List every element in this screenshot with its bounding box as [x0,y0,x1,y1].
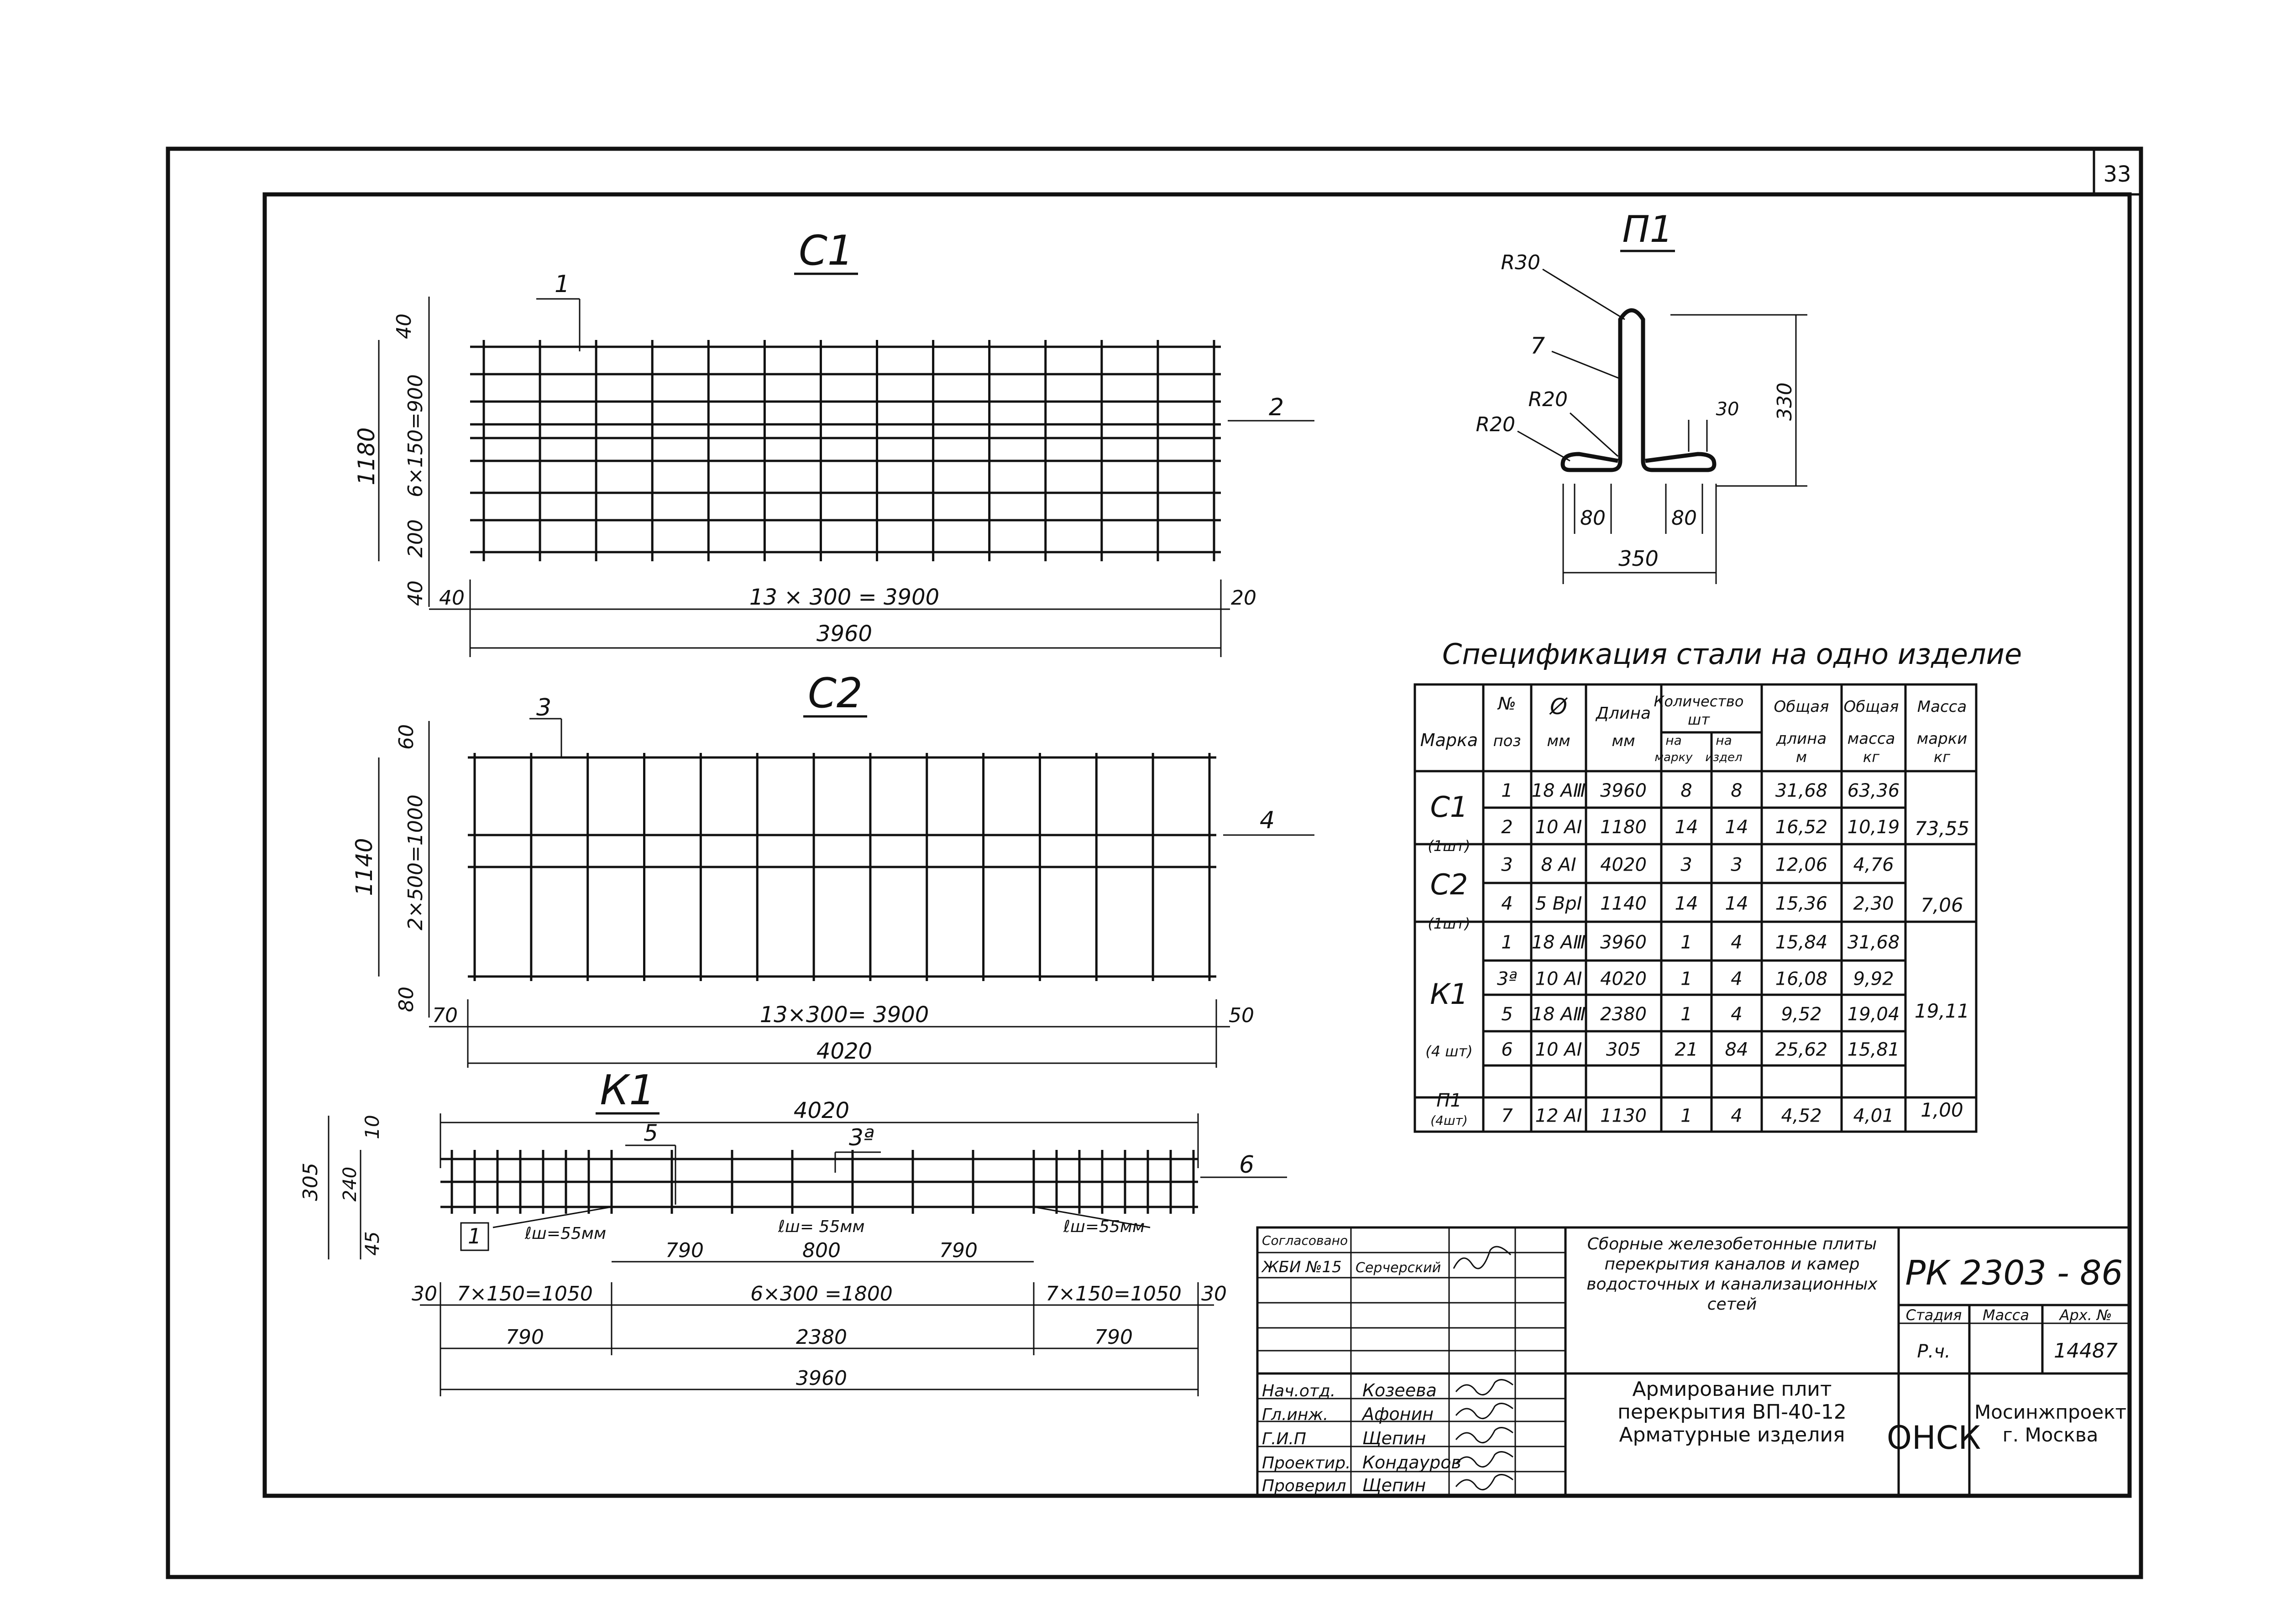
stamp-role: Гл.инж. [1262,1405,1329,1424]
spec-cell-len: 2380 [1600,1004,1647,1025]
spec-table-row [1497,969,1894,990]
p1-title: П1 [1622,208,1673,251]
k1-dim-seg-right: 7×150=1050 [1046,1282,1182,1305]
signature-mark [1456,1452,1513,1467]
spec-cell-qm: 3 [1680,854,1692,876]
spec-cell-pos: 6 [1501,1039,1513,1060]
p1-pos-7: 7 [1530,333,1545,359]
spec-cell-qm: 14 [1675,817,1698,838]
stamp-role-row [1262,1475,1513,1495]
spec-cell-pos: 2 [1501,817,1513,838]
signature-mark [1456,1404,1513,1419]
spec-cell-tm: 63,36 [1847,780,1900,801]
spec-cell-dia: 18 АⅢ [1531,932,1586,953]
spec-cell-tl: 4,52 [1781,1105,1822,1127]
stamp-name: Щепин [1362,1428,1426,1448]
spec-cell-tl: 15,36 [1775,893,1828,914]
k1-dim-790b: 790 [939,1239,978,1262]
c2-dim-total: 4020 [816,1039,873,1064]
spec-h-qty-izdel: издел [1705,751,1743,764]
c2-title: С2 [807,669,863,717]
stamp-role: Проектир. [1262,1454,1351,1473]
stamp-role-row [1262,1380,1513,1400]
spec-cell-qi: 4 [1731,968,1743,990]
spec-h-dia: Ø [1550,694,1567,720]
spec-cell-len: 3960 [1600,780,1647,801]
k1-dim-30-left: 30 [412,1282,437,1305]
stamp-role-row [1262,1452,1513,1473]
spec-cell-qm: 1 [1680,932,1692,953]
stamp-dept: ОНСК [1886,1419,1981,1457]
c1-pos-2: 2 [1269,394,1284,421]
stamp-mass-label: Масса [1982,1306,2030,1324]
spec-table-row [1501,1004,1900,1025]
spec-cell-qm: 1 [1680,1004,1692,1025]
spec-table [1415,637,2022,1132]
c2-dim-left: 70 [432,1004,458,1027]
k1-drawing [299,1066,1287,1396]
p1-r20b: R20 [1476,413,1515,436]
spec-cell-dia: 10 АⅠ [1535,968,1582,990]
spec-h-mass2: марки [1916,730,1968,748]
p1-loop-shape [1563,310,1707,470]
spec-h-qty: Количество [1654,693,1744,710]
spec-group-mark: К1 [1430,977,1468,1011]
spec-group-mark: С1 [1430,790,1468,824]
stamp-sheet-title: Армирование плит перекрытия ВП-40-12 Арматурные изделия [1617,1378,1847,1446]
stamp-code: РК 2303 - 86 [1905,1253,2123,1293]
c1-drawing [353,227,1314,657]
spec-cell-qi: 84 [1725,1039,1748,1060]
spec-h-qty-marku: марку [1654,751,1693,764]
spec-cell-qi: 14 [1725,817,1748,838]
k1-dim-h-total: 305 [299,1163,322,1201]
spec-table-row [1501,855,1894,876]
spec-cell-len: 1140 [1600,893,1647,914]
stamp-role: Проверил [1262,1477,1346,1495]
spec-h-qty-na1: на [1665,733,1682,748]
spec-cell-qi: 4 [1731,1004,1743,1025]
spec-cell-qi: 4 [1731,1105,1743,1127]
c1-dim-span: 13 × 300 = 3900 [749,585,940,610]
spec-cell-dia: 10 АⅠ [1535,1039,1582,1060]
k1-dim-bot-790a: 790 [506,1326,544,1349]
spec-h-totmass2: масса [1847,730,1895,748]
spec-h-pos: поз [1493,732,1521,750]
spec-cell-tl: 25,62 [1775,1039,1828,1060]
stamp-arch-label: Арх. № [2059,1306,2112,1324]
spec-cell-tm: 15,81 [1847,1039,1900,1060]
spec-cell-tl: 12,06 [1775,854,1828,876]
spec-h-mass-unit: кг [1933,748,1951,766]
k1-dim-top-total: 4020 [793,1098,850,1123]
k1-pos-1: 1 [468,1224,482,1248]
spec-group-mass: 19,11 [1914,1000,1970,1022]
spec-h-mass1: Масса [1917,698,1967,716]
spec-cell-dia: 12 АⅠ [1535,1105,1582,1127]
spec-cell-qm: 21 [1675,1039,1698,1060]
stamp-role: Г.И.П [1262,1430,1306,1448]
signature-mark [1456,1475,1513,1490]
c1-dim-height: 1180 [353,427,380,486]
c2-dim-mid: 2×500=1000 [404,794,427,930]
c2-dim-top: 60 [395,724,418,750]
c2-dim-bottom: 80 [395,987,418,1012]
spec-cell-len: 4020 [1600,854,1647,876]
k1-weld-right: ℓш=55мм [1063,1217,1145,1236]
stamp-name: Щепин [1362,1475,1426,1495]
spec-cell-tl: 31,68 [1775,780,1828,801]
spec-cell-tm: 10,19 [1847,817,1900,838]
c2-dim-height: 1140 [351,838,377,896]
k1-dim-h-bottom: 45 [361,1231,383,1256]
spec-cell-qm: 1 [1680,968,1692,990]
stamp-project-title: Сборные железобетонные плиты перекрытия каналов и камер водосточных и канализационных сетей [1586,1235,1878,1314]
k1-frame-grid [440,1150,1198,1227]
spec-h-len: Длина [1596,704,1651,723]
spec-cell-pos: 4 [1501,893,1513,914]
spec-h-totlen1: Общая [1774,698,1829,716]
k1-dim-bot-790b: 790 [1094,1326,1133,1349]
signature-mark [1454,1247,1511,1269]
k1-pos-6: 6 [1239,1151,1255,1179]
title-block [1257,1227,2130,1496]
spec-h-marka: Марка [1420,730,1478,750]
k1-dim-790a: 790 [665,1239,704,1262]
stamp-stage-label: Стадия [1905,1306,1962,1324]
spec-h-pos-no: № [1498,694,1516,714]
stamp-agreed-name: Серчерский [1356,1260,1441,1276]
p1-dim-80a: 80 [1580,507,1606,530]
c1-dim-low: 200 [404,519,427,558]
spec-cell-tm: 4,01 [1853,1105,1894,1127]
spec-cell-dia: 5 ВрⅠ [1535,893,1582,914]
stamp-role: Нач.отд. [1262,1382,1336,1400]
spec-cell-tl: 16,52 [1775,817,1828,838]
spec-cell-dia: 8 АⅠ [1541,854,1576,876]
k1-dim-h-top: 10 [361,1115,383,1139]
stamp-company: Мосинжпроект г. Москва [1974,1401,2127,1446]
spec-group-mark: П1 [1436,1090,1462,1111]
c1-dim-right: 20 [1231,586,1256,610]
stamp-agreed: Согласовано [1262,1233,1348,1248]
spec-cell-pos: 1 [1501,932,1513,953]
spec-table-row [1501,817,1900,838]
spec-cell-tm: 19,04 [1847,1004,1900,1025]
spec-group-count: (4 шт) [1425,1043,1473,1060]
c2-drawing [351,669,1314,1068]
spec-cell-dia: 18 АⅢ [1531,1004,1586,1025]
stamp-name: Козеева [1362,1380,1437,1400]
spec-table-row [1501,1039,1900,1060]
spec-table-row [1501,932,1900,953]
p1-r30: R30 [1501,251,1540,274]
spec-h-qty-na2: на [1716,733,1732,748]
spec-h-totmass1: Общая [1843,698,1899,716]
spec-h-totmass-unit: кг [1863,748,1880,766]
spec-cell-pos: 1 [1501,780,1513,801]
c1-dim-bottom: 40 [404,580,427,606]
spec-table-row [1501,893,1894,914]
c1-pos-1: 1 [555,271,570,298]
spec-cell-qi: 3 [1731,854,1743,876]
spec-cell-len: 1130 [1600,1105,1647,1127]
spec-h-totlen2: длина [1776,730,1827,748]
c2-dim-right: 50 [1229,1004,1254,1027]
spec-cell-qi: 4 [1731,932,1743,953]
k1-dim-seg-left: 7×150=1050 [457,1282,593,1305]
k1-dim-30-right: 30 [1201,1282,1227,1305]
c2-pos-4: 4 [1260,807,1275,834]
c1-dim-mid: 6×150=900 [404,374,427,497]
spec-group-mass: 73,55 [1914,817,1970,840]
signature-mark [1456,1428,1513,1443]
stamp-org: ЖБИ №15 [1262,1258,1342,1276]
p1-dim-350: 350 [1618,546,1659,571]
spec-cell-tm: 31,68 [1847,932,1900,953]
spec-rows [1497,780,1900,1127]
p1-dim-80b: 80 [1671,507,1697,530]
c2-mesh-grid [468,753,1216,981]
k1-pos-3a: 3ª [849,1124,874,1151]
spec-cell-pos: 5 [1501,1004,1513,1025]
spec-cell-tm: 9,92 [1853,968,1894,990]
c1-dim-total: 3960 [816,621,873,647]
spec-group-count: (1шт) [1428,915,1471,932]
k1-weld-mid: ℓш= 55мм [778,1217,865,1236]
spec-cell-qm: 8 [1680,780,1692,801]
spec-cell-len: 305 [1606,1039,1641,1060]
spec-h-dia-unit: мм [1547,732,1570,750]
p1-r20a: R20 [1528,388,1568,411]
spec-cell-tm: 2,30 [1853,893,1894,914]
spec-cell-len: 4020 [1600,968,1647,990]
c2-dim-span: 13×300= 3900 [759,1002,929,1028]
spec-cell-tl: 9,52 [1781,1004,1822,1025]
stamp-arch-value: 14487 [2054,1339,2118,1363]
c1-dim-left: 40 [439,586,465,610]
spec-group-mass: 7,06 [1921,894,1963,916]
spec-group-mark: С2 [1430,868,1468,901]
spec-cell-tl: 15,84 [1775,932,1828,953]
spec-table-row [1501,780,1900,801]
spec-cell-dia: 18 АⅢ [1531,780,1586,801]
k1-pos-5: 5 [644,1120,658,1146]
k1-dim-bot-2380: 2380 [796,1326,847,1349]
stamp-name: Кондауров [1362,1452,1461,1473]
k1-weld-left: ℓш=55мм [525,1224,607,1243]
stamp-name: Афонин [1362,1404,1434,1424]
spec-cell-dia: 10 АⅠ [1535,817,1582,838]
spec-cell-tm: 4,76 [1853,854,1894,876]
spec-group-count: (4шт) [1430,1113,1468,1128]
c2-pos-3: 3 [536,694,552,721]
spec-table-row [1501,1106,1894,1127]
spec-h-len-unit: мм [1612,732,1635,750]
spec-cell-qi: 14 [1725,893,1748,914]
sheet-number: 33 [2103,162,2131,187]
spec-h-totlen-unit: м [1795,748,1807,766]
spec-group-count: (1шт) [1428,837,1471,855]
k1-dim-bot-total: 3960 [796,1367,847,1390]
p1-dim-330: 330 [1773,382,1796,421]
spec-cell-pos: 3 [1501,854,1513,876]
stamp-role-row [1262,1428,1513,1448]
spec-h-qty-unit: шт [1688,711,1710,728]
spec-cell-pos: 7 [1501,1105,1513,1127]
spec-group-mass: 1,00 [1921,1099,1963,1121]
stamp-stage-value: Р.ч. [1917,1341,1951,1362]
spec-cell-pos: 3ª [1497,968,1518,990]
k1-dim-seg-mid: 6×300 =1800 [750,1282,893,1305]
p1-drawing [1476,208,1807,584]
spec-cell-qm: 1 [1680,1105,1692,1127]
spec-cell-qi: 8 [1731,780,1743,801]
p1-dim-30: 30 [1716,399,1739,420]
k1-dim-800: 800 [802,1239,841,1262]
k1-title: К1 [600,1066,655,1114]
c1-dim-top: 40 [393,313,416,339]
spec-title: Спецификация стали на одно изделие [1442,637,2022,671]
signature-mark [1456,1380,1513,1395]
spec-cell-len: 1180 [1600,817,1647,838]
spec-cell-qm: 14 [1675,893,1698,914]
c1-mesh-grid [470,340,1221,561]
spec-cell-len: 3960 [1600,932,1647,953]
spec-cell-tl: 16,08 [1775,968,1828,990]
k1-dim-h-mid: 240 [340,1166,361,1202]
c1-title: С1 [798,227,854,275]
